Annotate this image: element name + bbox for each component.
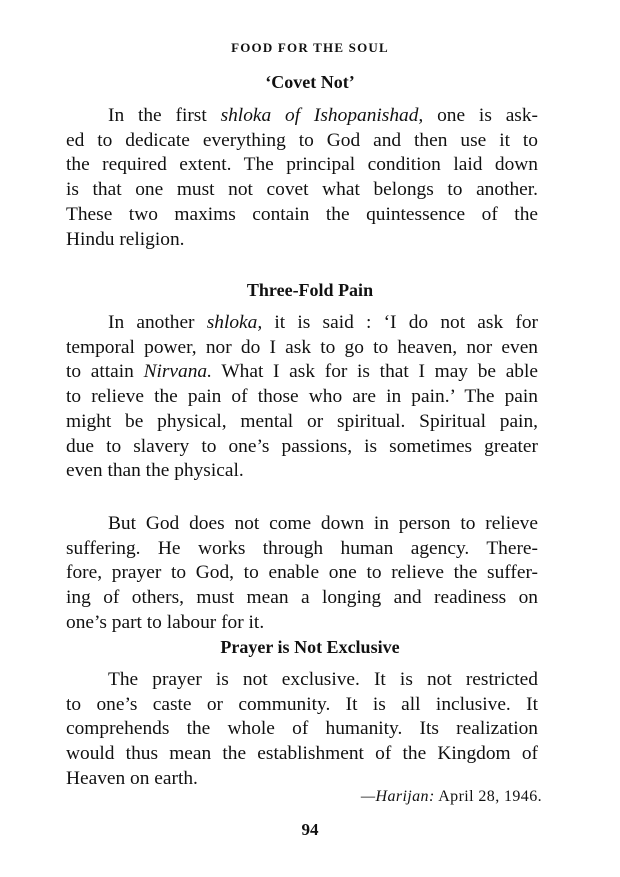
italic-term: shloka, <box>206 312 263 333</box>
text-line: In another shloka, it is said : ‘I do not ask for <box>108 312 538 333</box>
text-line: In the first shloka of Ishopanishad, one is ask- <box>108 105 538 126</box>
text-line: suffering. He works through human agency. There- <box>66 537 538 559</box>
citation-source: —Harijan: <box>360 788 435 805</box>
text-line: ed to dedicate everything to God and then use it to <box>66 129 538 151</box>
text-line: might be physical, mental or spiritual. Spiritual pain, <box>66 410 538 432</box>
text-line: These two maxims contain the quintessence of the <box>66 203 538 225</box>
text-line: even than the physical. <box>66 460 244 482</box>
text-line: due to slavery to one’s passions, is sometimes greater <box>66 435 538 457</box>
italic-term: shloka of Ishopanishad, <box>220 105 424 126</box>
section-heading-three-fold-pain: Three-Fold Pain <box>246 280 374 300</box>
section-heading-prayer-not-exclusive: Prayer is Not Exclusive <box>220 637 400 657</box>
text-line: one’s part to labour for it. <box>66 611 265 633</box>
source-citation <box>361 788 542 806</box>
running-head: FOOD FOR THE SOUL <box>231 40 389 55</box>
text-line: Heaven on earth. <box>66 767 198 789</box>
text-line: is that one must not covet what belongs to another. <box>66 179 538 201</box>
text-line: to attain Nirvana. What I ask for is that I may be able <box>66 361 538 383</box>
text-line: would thus mean the establishment of the Kingdom of <box>66 743 538 765</box>
text-line: The prayer is not exclusive. It is not restricted <box>108 669 538 690</box>
text-line: ing of others, must mean a longing and readiness on <box>66 587 538 609</box>
text-line: Hindu religion. <box>66 228 185 250</box>
text-line: to one’s caste or community. It is all inclusive. It <box>66 693 538 715</box>
paragraph-prayer-not-exclusive <box>66 668 538 792</box>
page-number: 94 <box>301 820 319 839</box>
text-line: temporal power, nor do I ask to go to heaven, nor even <box>66 336 538 358</box>
paragraph-covet-not <box>66 104 538 252</box>
paragraph-three-fold-pain <box>66 311 538 484</box>
text-line: But God does not come down in person to relieve <box>108 513 538 534</box>
italic-term: Nirvana. <box>143 361 212 383</box>
section-heading-covet-not: ‘Covet Not’ <box>265 72 355 92</box>
text-line: to relieve the pain of those who are in pain.’ The pain <box>66 386 538 408</box>
text-line: comprehends the whole of humanity. Its realization <box>66 718 538 740</box>
citation-date: April 28, 1946. <box>438 788 542 805</box>
text-line: fore, prayer to God, to enable one to relieve the suffer- <box>66 562 538 584</box>
text-line: the required extent. The principal condition laid down <box>66 154 538 176</box>
paragraph-god-human-agency <box>66 512 538 636</box>
